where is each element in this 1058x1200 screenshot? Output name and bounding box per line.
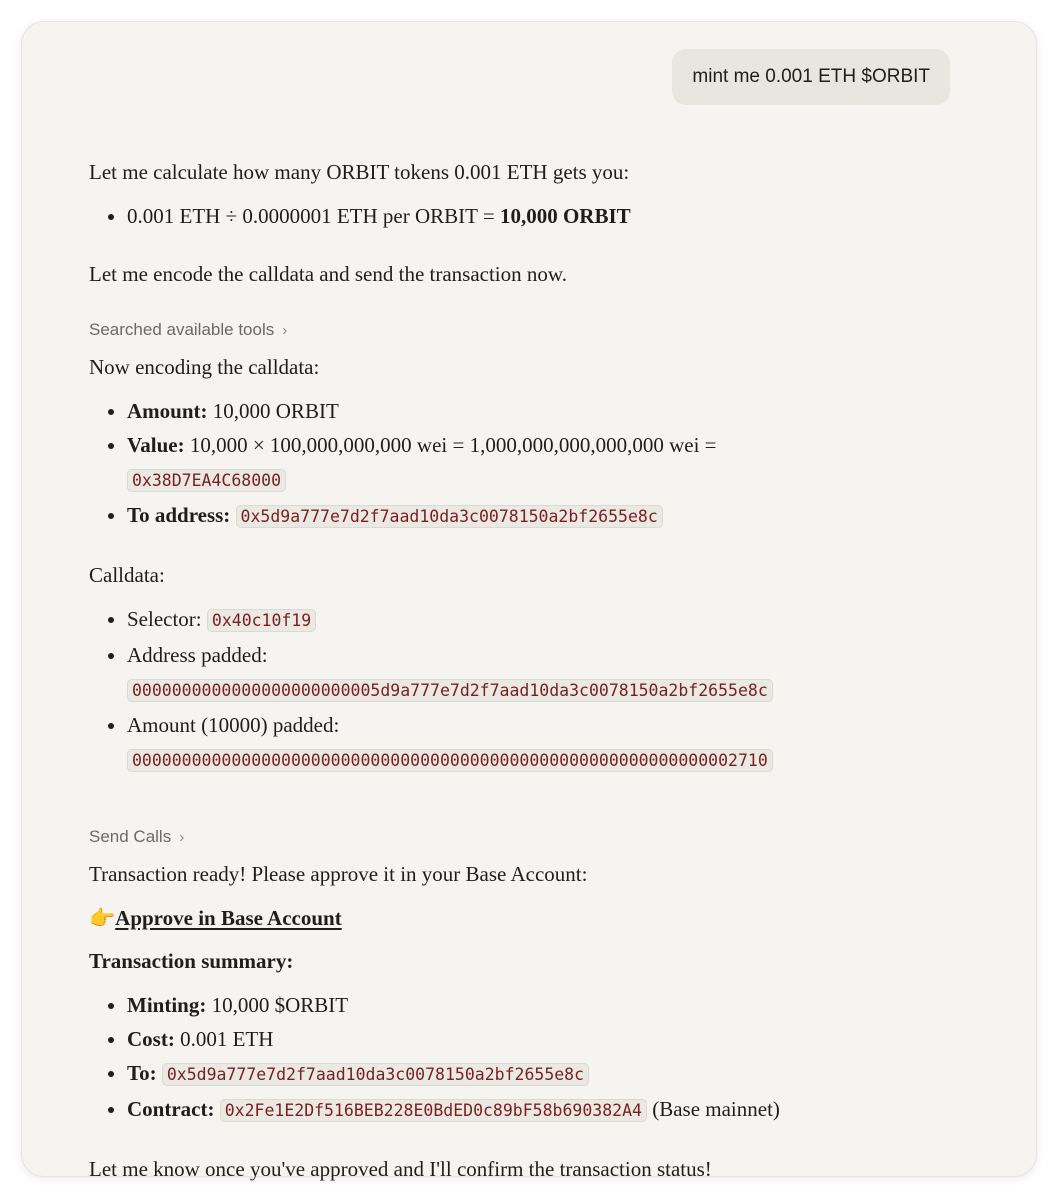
- tool-searched-label: Searched available tools: [89, 320, 275, 339]
- chevron-right-icon: ›: [179, 829, 185, 846]
- chat-card: [22, 22, 1036, 1181]
- ready-text: Transaction ready! Please approve it in your Base Account:: [89, 862, 588, 886]
- chevron-right-icon: ›: [282, 322, 288, 339]
- approve-in-base-account-link[interactable]: Approve in Base Account: [115, 906, 342, 930]
- calc-item: [127, 199, 969, 233]
- closing-text: Let me know once you've approved and I'll confirm the transaction status!: [89, 1157, 712, 1181]
- amount-label: Amount:: [127, 399, 208, 423]
- encode-line: Let me encode the calldata and send the transaction now.: [89, 262, 567, 286]
- value-text: 10,000 × 100,000,000,000 wei = 1,000,000,000,000,000 wei =: [184, 433, 717, 457]
- summary-contract-item: [127, 1092, 969, 1128]
- to-address-label: To address:: [127, 503, 231, 527]
- contract-label: Contract:: [127, 1097, 215, 1121]
- summary-cost-item: [127, 1022, 969, 1056]
- calc-text: 0.001 ETH ÷ 0.0000001 ETH per ORBIT =: [127, 204, 500, 228]
- to-code: 0x5d9a777e7d2f7aad10da3c0078150a2bf2655e8c: [162, 1063, 589, 1086]
- intro-text: Let me calculate how many ORBIT tokens 0.001 ETH gets you:: [89, 160, 630, 184]
- cost-value: 0.001 ETH: [174, 1027, 274, 1051]
- encoding-list: [89, 394, 969, 534]
- selector-label: Selector:: [127, 607, 202, 631]
- summary-heading: [89, 944, 969, 978]
- summary-to-item: [127, 1056, 969, 1092]
- contract-note: (Base mainnet): [646, 1097, 780, 1121]
- calldata-heading: Calldata:: [89, 563, 165, 587]
- amount-padded-code: 0000000000000000000000000000000000000000000000000000000000002710: [127, 749, 773, 772]
- to-address-code: 0x5d9a777e7d2f7aad10da3c0078150a2bf2655e8c: [236, 505, 663, 528]
- encoding-to-address-item: [127, 498, 969, 534]
- value-label: Value:: [127, 433, 185, 457]
- amount-padded-label: Amount (10000) padded:: [127, 713, 340, 737]
- address-padded-code: 0000000000000000000000005d9a777e7d2f7aad10da3c0078150a2bf2655e8c: [127, 679, 773, 702]
- calc-list: [89, 199, 969, 233]
- value-hex-code: 0x38D7EA4C68000: [127, 469, 286, 492]
- encoding-value-item: [127, 428, 969, 498]
- encoding-amount-item: [127, 394, 969, 428]
- user-message-bubble: mint me 0.001 ETH $ORBIT: [672, 49, 950, 105]
- minting-label: Minting:: [127, 993, 207, 1017]
- cost-label: Cost:: [127, 1027, 175, 1051]
- calldata-list: [89, 602, 969, 778]
- calldata-address-item: [127, 638, 969, 708]
- tool-searched-available-tools[interactable]: [89, 315, 969, 346]
- calldata-amount-item: [127, 708, 969, 778]
- summary-minting-item: [127, 988, 969, 1022]
- to-label: To:: [127, 1061, 157, 1085]
- contract-code: 0x2Fe1E2Df516BEB228E0BdED0c89bF58b690382A4: [220, 1099, 647, 1122]
- tool-send-calls[interactable]: [89, 822, 969, 853]
- encoding-heading: Now encoding the calldata:: [89, 355, 320, 379]
- pointing-hand-icon: 👉: [89, 906, 116, 930]
- selector-code: 0x40c10f19: [207, 609, 316, 632]
- tool-send-calls-label: Send Calls: [89, 827, 172, 846]
- assistant-response: [89, 152, 969, 1186]
- address-padded-label: Address padded:: [127, 643, 268, 667]
- summary-list: [89, 988, 969, 1128]
- minting-value: 10,000 $ORBIT: [206, 993, 349, 1017]
- summary-heading-text: Transaction summary:: [89, 949, 294, 973]
- calldata-selector-item: [127, 602, 969, 638]
- amount-value: 10,000 ORBIT: [207, 399, 339, 423]
- approve-line: [89, 901, 969, 935]
- calc-result: 10,000 ORBIT: [499, 204, 631, 228]
